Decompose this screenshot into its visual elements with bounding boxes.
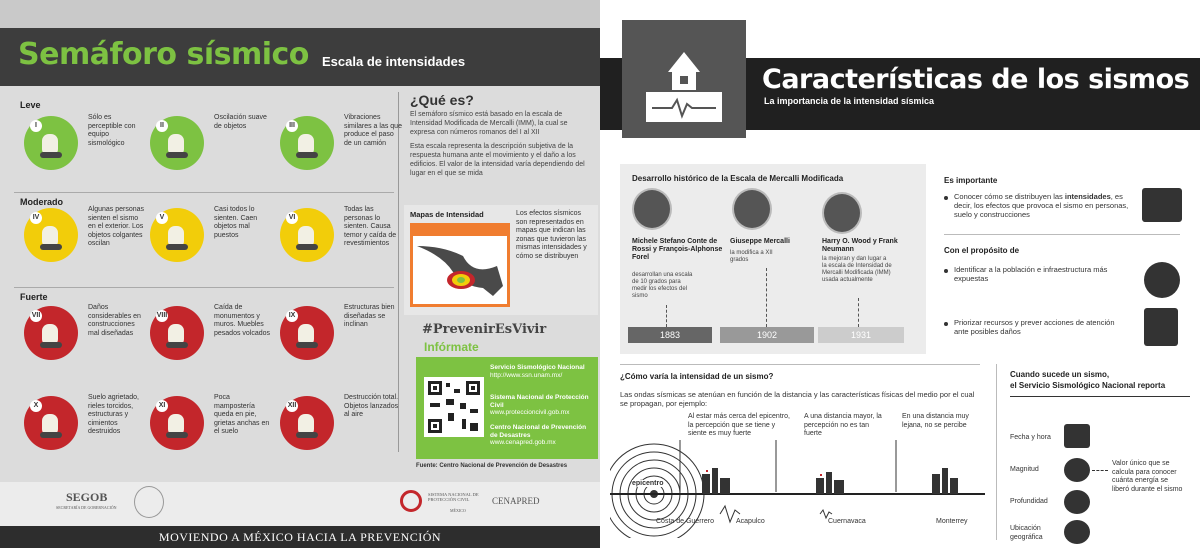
person-desc: la mejoran y dan lugar a la escala de Intensidad de Mercalli Modificada (IMM) usada actualmente xyxy=(822,256,892,283)
intensity-illustration xyxy=(150,306,204,360)
contact-cenapred[interactable]: Centro Nacional de Prevención de Desastres www.cenapred.gob.mx xyxy=(490,424,587,446)
report-magnitud: Magnitud xyxy=(1010,466,1039,473)
object-icon xyxy=(296,244,318,250)
object-icon xyxy=(166,432,188,438)
person-desc: la modifica a XII grados xyxy=(730,250,773,263)
reporta-title-2: el Servicio Sismológico Nacional reporta xyxy=(1010,381,1166,390)
divider xyxy=(620,364,980,365)
roman-numeral: VI xyxy=(286,212,298,224)
mexico-map-icon xyxy=(413,236,507,304)
importante-text: Conocer cómo se distribuyen las intensidades, es decir, los efectos que provoca el sismo en personas, suelo y construcciones xyxy=(954,192,1129,219)
object-icon xyxy=(166,342,188,348)
roman-numeral: IX xyxy=(286,310,298,322)
importante-title: Es importante xyxy=(944,176,998,185)
intensity-illustration xyxy=(150,116,204,170)
roman-numeral: XII xyxy=(286,400,298,412)
history-title: Desarrollo histórico de la Escala de Mercalli Modificada xyxy=(632,174,844,183)
roman-numeral: V xyxy=(156,212,168,224)
que-es-title: ¿Qué es? xyxy=(410,92,474,108)
year-1902: 1902 xyxy=(720,327,814,343)
level-label-fuerte: Fuerte xyxy=(20,292,48,302)
house-seismogram-icon xyxy=(622,20,746,138)
qr-code[interactable] xyxy=(424,377,484,437)
intensity-description: Caída de monumentos y muros. Muebles pesados volcados xyxy=(214,304,271,337)
national-seal-icon xyxy=(134,486,164,518)
object-icon xyxy=(166,152,188,158)
divider xyxy=(944,234,1180,235)
magnitude-rings-icon xyxy=(1064,458,1090,482)
object-icon xyxy=(166,244,188,250)
intensity-description: Algunas personas sienten el sismo en el exterior. Los objetos colgantes oscilan xyxy=(88,206,145,247)
year-1883: 1883 xyxy=(628,327,712,343)
timeline-connector xyxy=(666,305,667,327)
case-near: Al estar más cerca del epicentro, la percepción que se tiene y siente es muy fuerte xyxy=(688,413,790,437)
intensity-illustration xyxy=(24,208,78,262)
right-subtitle: La importancia de la intensidad sísmica xyxy=(764,96,935,106)
city-cuernavaca: Cuernavaca xyxy=(828,518,866,525)
intensity-description: Oscilación suave de objetos xyxy=(214,114,267,130)
intensity-map-illustration xyxy=(410,223,510,307)
intensity-description: Poca mampostería queda en pie, grietas anchas en el suelo xyxy=(214,394,270,435)
report-fecha-hora: Fecha y hora xyxy=(1010,434,1051,441)
case-medium: A una distancia mayor, la percepción no es tan fuerte xyxy=(804,413,882,437)
house-icon-box xyxy=(622,20,746,138)
epicentro-label: epicentro xyxy=(632,480,664,487)
intensity-illustration xyxy=(280,396,334,450)
magnitud-note: Valor único que se calcula para conocer cuánta energía se liberó durante el sismo xyxy=(1112,460,1183,493)
portrait-mercalli xyxy=(732,188,772,230)
connector xyxy=(1092,470,1108,471)
calendar-clock-icon xyxy=(1064,424,1090,448)
timeline-connector xyxy=(766,268,767,327)
monitor-map-icon xyxy=(1142,188,1182,222)
mapas-title: Mapas de Intensidad xyxy=(410,210,484,219)
mexico-logo-text: MÉXICO xyxy=(450,508,466,513)
roman-numeral: II xyxy=(156,120,168,132)
intensity-description: Casi todos lo sienten. Caen objetos mal puestos xyxy=(214,206,258,239)
bullet xyxy=(944,322,948,326)
intensity-description: Estructuras bien diseñadas se inclinan xyxy=(344,304,395,328)
page-title: Semáforo sísmico xyxy=(18,37,309,72)
object-icon xyxy=(296,342,318,348)
que-es-paragraph-2: Esta escala representa la descripción subjetiva de la respuesta humana ante el movimiento y el daño a los edificios. El valor de la intensidad varía dependiendo del lugar en el que se mida xyxy=(410,143,585,177)
proposito-title: Con el propósito de xyxy=(944,246,1020,255)
como-title: ¿Cómo varía la intensidad de un sismo? xyxy=(620,372,774,381)
intensity-description: Todas las personas lo sienten. Causa temor y caída de revestimientos xyxy=(344,206,397,247)
divider xyxy=(14,192,394,193)
object-icon xyxy=(296,152,318,158)
intensity-illustration xyxy=(280,116,334,170)
object-icon xyxy=(40,152,62,158)
person-name: Giuseppe Mercalli xyxy=(730,238,790,245)
bullet xyxy=(944,269,948,273)
portrait-wood-neumann xyxy=(822,192,862,234)
proteccion-civil-icon xyxy=(400,490,422,512)
bullet xyxy=(944,196,948,200)
level-label-leve: Leve xyxy=(20,100,41,110)
intensity-illustration xyxy=(150,396,204,450)
left-top-strip xyxy=(0,0,600,28)
intensity-illustration xyxy=(24,306,78,360)
que-es-paragraph-1: El semáforo sísmico está basado en la escala de Intensidad Modificada de Mercalli (IMM), la cual se expresa con números romanos del I al XII xyxy=(410,111,568,136)
intensity-illustration xyxy=(24,116,78,170)
city-costa-guerrero: Costa de Guerrero xyxy=(656,518,714,525)
source-note: Fuente: Centro Nacional de Prevención de Desastres xyxy=(416,463,568,469)
case-far: En una distancia muy lejana, no se percibe xyxy=(902,413,969,429)
contact-ssn[interactable]: Servicio Sismológico Nacional http://www.ssn.unam.mx/ xyxy=(490,364,585,379)
right-title: Características de los sismos xyxy=(762,64,1190,95)
intensity-illustration xyxy=(150,208,204,262)
intensity-description: Vibraciones similares a las que produce el paso de un camión xyxy=(344,114,402,147)
person-name: Michele Stefano Conte de Rossi y François-Alphonse Forel xyxy=(632,238,723,261)
roman-numeral: VII xyxy=(30,310,42,322)
depth-icon xyxy=(1064,490,1090,514)
report-profundidad: Profundidad xyxy=(1010,498,1048,505)
globe-icon xyxy=(1064,520,1090,544)
mapas-description: Los efectos sísmicos son representados en mapas que indican las zonas que tuvieron las mismas intensidades y cómo se distribuyen xyxy=(516,210,587,260)
segob-logo-sub: SECRETARÍA DE GOBERNACIÓN xyxy=(56,505,117,510)
year-1931: 1931 xyxy=(818,327,904,343)
roman-numeral: III xyxy=(286,120,298,132)
roman-numeral: IV xyxy=(30,212,42,224)
intensity-illustration xyxy=(24,396,78,450)
page-subtitle: Escala de intensidades xyxy=(322,54,466,69)
level-label-moderado: Moderado xyxy=(20,197,64,207)
person-name: Harry O. Wood y Frank Neumann xyxy=(822,238,898,253)
intensity-description: Sólo es perceptible con equipo sismológico xyxy=(88,114,136,147)
footer-slogan: MOVIENDO A MÉXICO HACIA LA PREVENCIÓN xyxy=(0,526,600,548)
como-text: Las ondas sísmicas se atenúan en función de la distancia y las características físicas del medio por el cual se propagan, por ejemplo: xyxy=(620,390,975,408)
object-icon xyxy=(296,432,318,438)
intensity-illustration xyxy=(280,208,334,262)
proposito-item-2: Priorizar recursos y prever acciones de atención ante posibles daños xyxy=(954,318,1115,336)
timeline-connector xyxy=(858,298,859,327)
roman-numeral: X xyxy=(30,400,42,412)
column-divider xyxy=(996,364,997,540)
intensity-description: Daños considerables en construcciones mal diseñadas xyxy=(88,304,141,337)
intensity-illustration xyxy=(280,306,334,360)
object-icon xyxy=(40,342,62,348)
object-icon xyxy=(40,432,62,438)
city-acapulco: Acapulco xyxy=(736,518,765,525)
divider xyxy=(14,287,394,288)
portrait-rossi-forel xyxy=(632,188,672,230)
roman-numeral: XI xyxy=(156,400,168,412)
city-monterrey: Monterrey xyxy=(936,518,968,525)
reporta-title-1: Cuando sucede un sismo, xyxy=(1010,370,1110,379)
object-icon xyxy=(40,244,62,250)
proposito-item-1: Identificar a la población e infraestructura más expuestas xyxy=(954,265,1108,283)
intensity-description: Suelo agrietado, rieles torcidos, estructuras y cimientos destruidos xyxy=(88,394,139,435)
report-ubicacion: Ubicación geográfica xyxy=(1010,525,1043,541)
segob-logo: SEGOB xyxy=(66,490,108,504)
roman-numeral: VIII xyxy=(156,310,168,322)
contact-snpc[interactable]: Sistema Nacional de Protección Civil www.proteccioncivil.gob.mx xyxy=(490,394,589,416)
intensity-description: Destrucción total. Objetos lanzados al aire xyxy=(344,394,399,418)
roman-numeral: I xyxy=(30,120,42,132)
qr-code-icon xyxy=(426,379,482,435)
snpc-logo-text: SISTEMA NACIONAL DE PROTECCIÓN CIVIL xyxy=(428,492,479,502)
divider xyxy=(1010,396,1190,397)
gear-checklist-icon xyxy=(1144,308,1178,346)
people-group-icon xyxy=(1144,262,1180,298)
cenapred-logo: CENAPRED xyxy=(492,496,540,506)
informate-title: Infórmate xyxy=(424,340,479,354)
person-desc: desarrollan una escala de 10 grados para medir los efectos del sismo xyxy=(632,272,693,299)
hashtag: #PrevenirEsVivir xyxy=(422,322,547,337)
